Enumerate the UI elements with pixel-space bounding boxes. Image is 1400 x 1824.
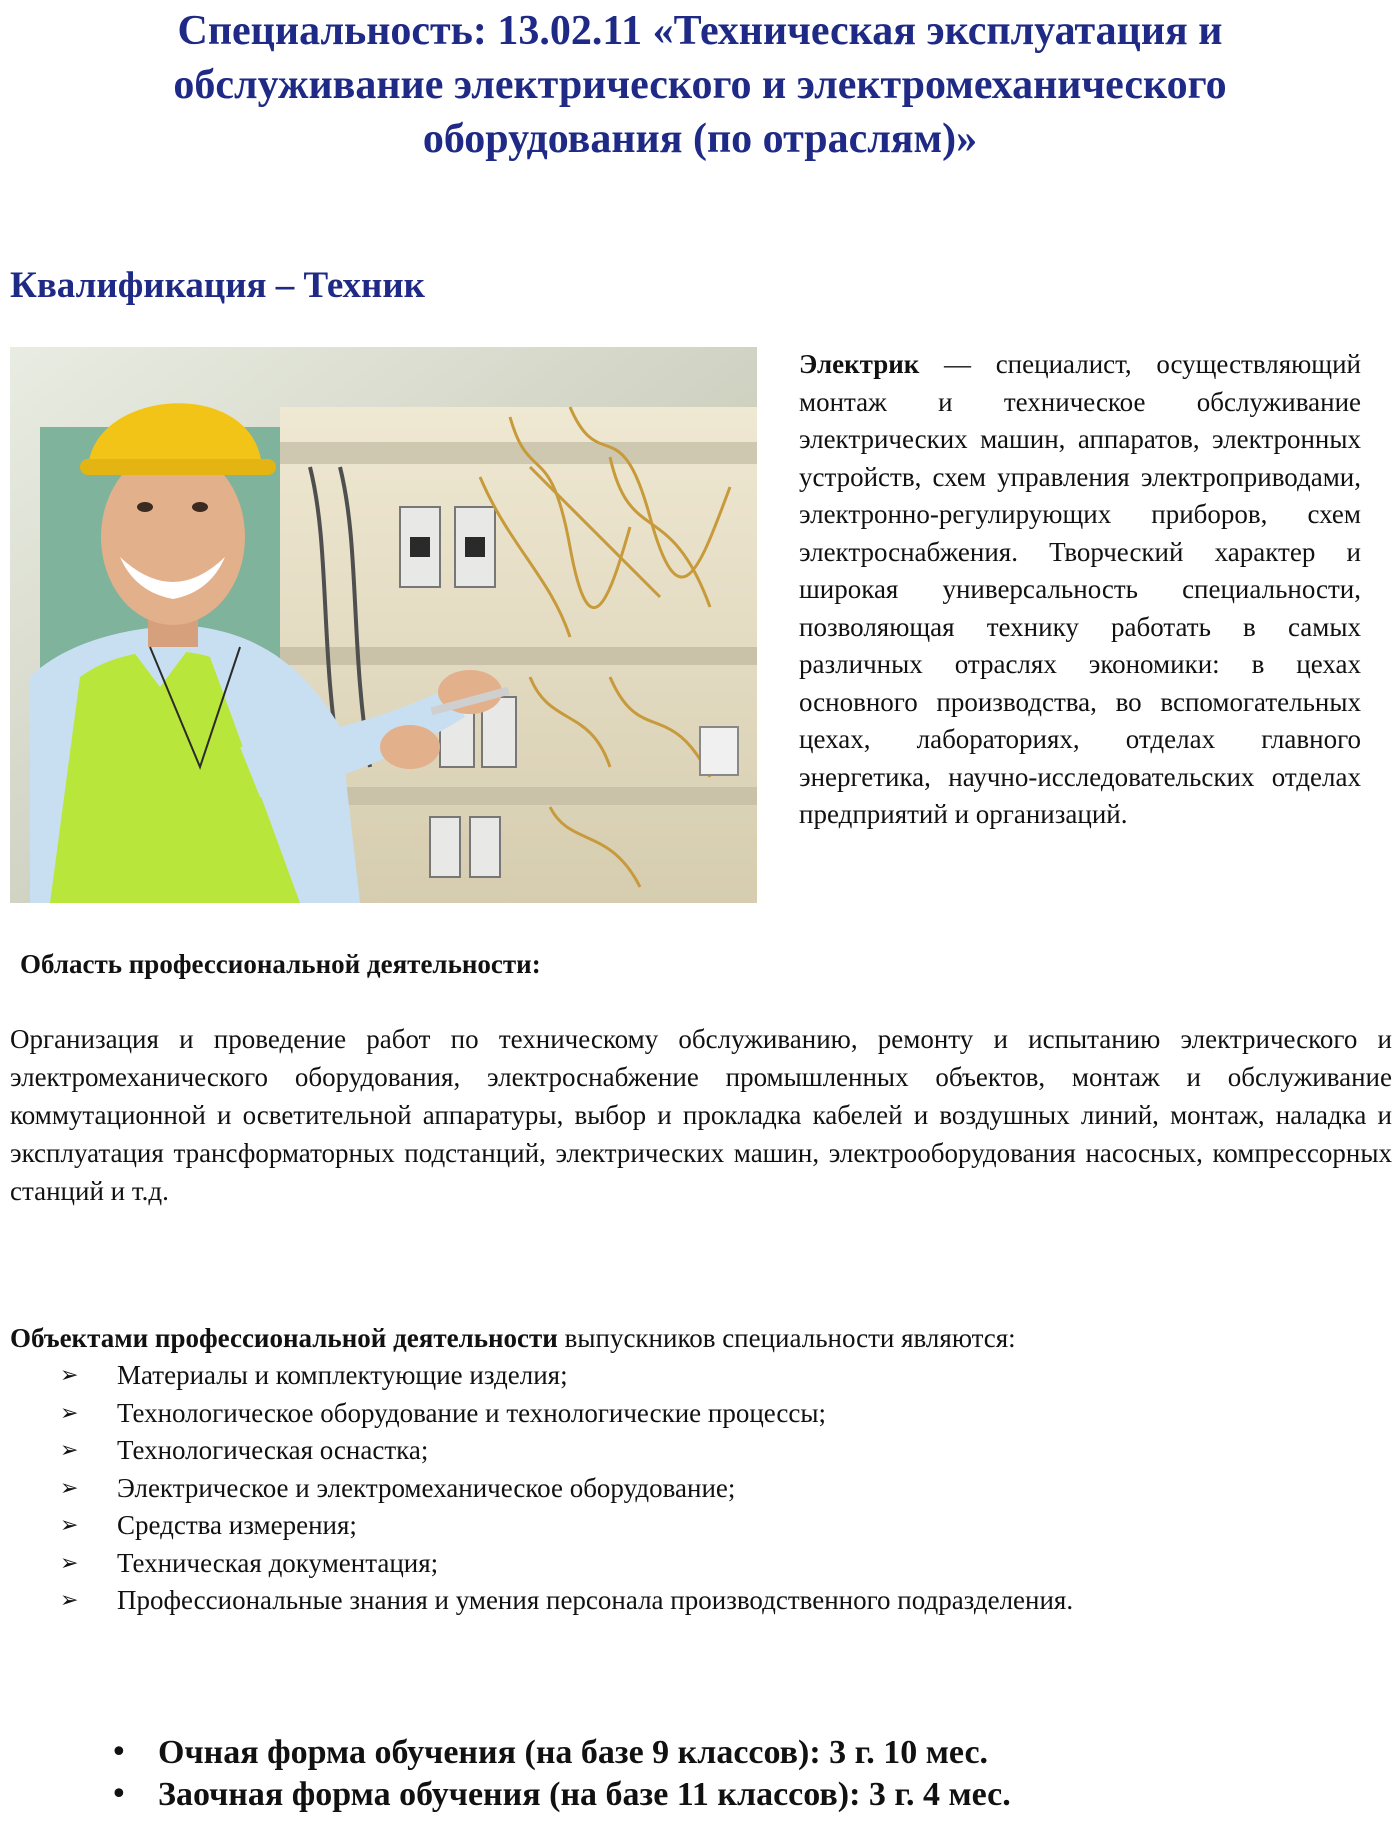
bullet-icon: •	[110, 1777, 128, 1812]
list-item-text: Профессиональные знания и умения персонала производственного подразделения.	[117, 1585, 1074, 1615]
study-form-item	[110, 1732, 1011, 1774]
arrow-icon: ➢	[60, 1363, 79, 1388]
arrow-icon: ➢	[60, 1475, 79, 1501]
list-item	[60, 1432, 1073, 1470]
arrow-icon: ➢	[60, 1513, 79, 1538]
study-form-item	[110, 1774, 1011, 1816]
list-item	[60, 1545, 1073, 1583]
list-item-text: Технологическая оснастка;	[117, 1435, 429, 1465]
list-item-text: Электрическое и электромеханическое оборудование;	[117, 1472, 736, 1503]
arrow-icon: ➢	[60, 1550, 79, 1576]
list-item	[60, 1470, 1073, 1508]
electrician-description	[799, 346, 1361, 834]
electrician-term: Электрик	[799, 349, 920, 379]
list-item	[60, 1507, 1073, 1545]
list-item-text: Средства измерения;	[117, 1510, 357, 1540]
objects-list	[60, 1357, 1073, 1620]
objects-intro-rest: выпускников специальности являются:	[557, 1323, 1016, 1353]
electrician-description-text: — специалист, осуществляющий монтаж и техническое обслуживание электрических машин, аппаратов, электронных устройств, схем управления электроприводами, электронно-регулирующих приборов, схем электроснабжения. Творческий характер и широкая универсальность специальности, позволяющая технику работать в самых различных отраслях экономики: в цехах основного производства, во вспомогательных цехах, лабораториях, отделах главного энергетика, научно-исследовательских отделах предприятий и организаций.	[799, 349, 1361, 829]
list-item	[60, 1395, 1073, 1433]
study-form-text: Очная форма обучения (на базе 9 классов): 3 г. 10 мес.	[158, 1734, 989, 1771]
study-form-text: Заочная форма обучения (на базе 11 классов): 3 г. 4 мес.	[158, 1776, 1011, 1813]
list-item-text: Техническая документация;	[117, 1547, 439, 1578]
list-item-text: Материалы и комплектующие изделия;	[117, 1360, 568, 1390]
arrow-icon: ➢	[60, 1588, 79, 1613]
list-item	[60, 1357, 1073, 1395]
objects-intro-bold: Объектами профессиональной деятельности	[10, 1323, 558, 1353]
electrician-photo	[10, 347, 757, 903]
activity-area-text: Организация и проведение работ по техническому обслуживанию, ремонту и испытанию электрического и электромеханического оборудования, электроснабжение промышленных объектов, монтаж и обслуживание коммутационной и осветительной аппаратуры, выбор и прокладка кабелей и воздушных линий, монтаж, наладка и эксплуатация трансформаторных подстанций, электрических машин, электрооборудования насосных, компрессорных станций и т.д.	[10, 1024, 1392, 1206]
page-title: Специальность: 13.02.11 «Техническая эксплуатация и обслуживание электрического и электромеханического оборудования (по отраслям)»	[173, 8, 1227, 162]
qualification-heading: Квалификация – Техник	[10, 265, 425, 306]
study-forms-list	[110, 1732, 1011, 1816]
list-item-text: Технологическое оборудование и технологические процессы;	[117, 1397, 827, 1428]
objects-intro	[10, 1320, 1390, 1357]
arrow-icon: ➢	[60, 1400, 79, 1426]
bullet-icon: •	[110, 1735, 128, 1770]
activity-area-heading: Область профессиональной деятельности:	[20, 949, 541, 979]
list-item	[60, 1582, 1073, 1620]
arrow-icon: ➢	[60, 1438, 79, 1463]
